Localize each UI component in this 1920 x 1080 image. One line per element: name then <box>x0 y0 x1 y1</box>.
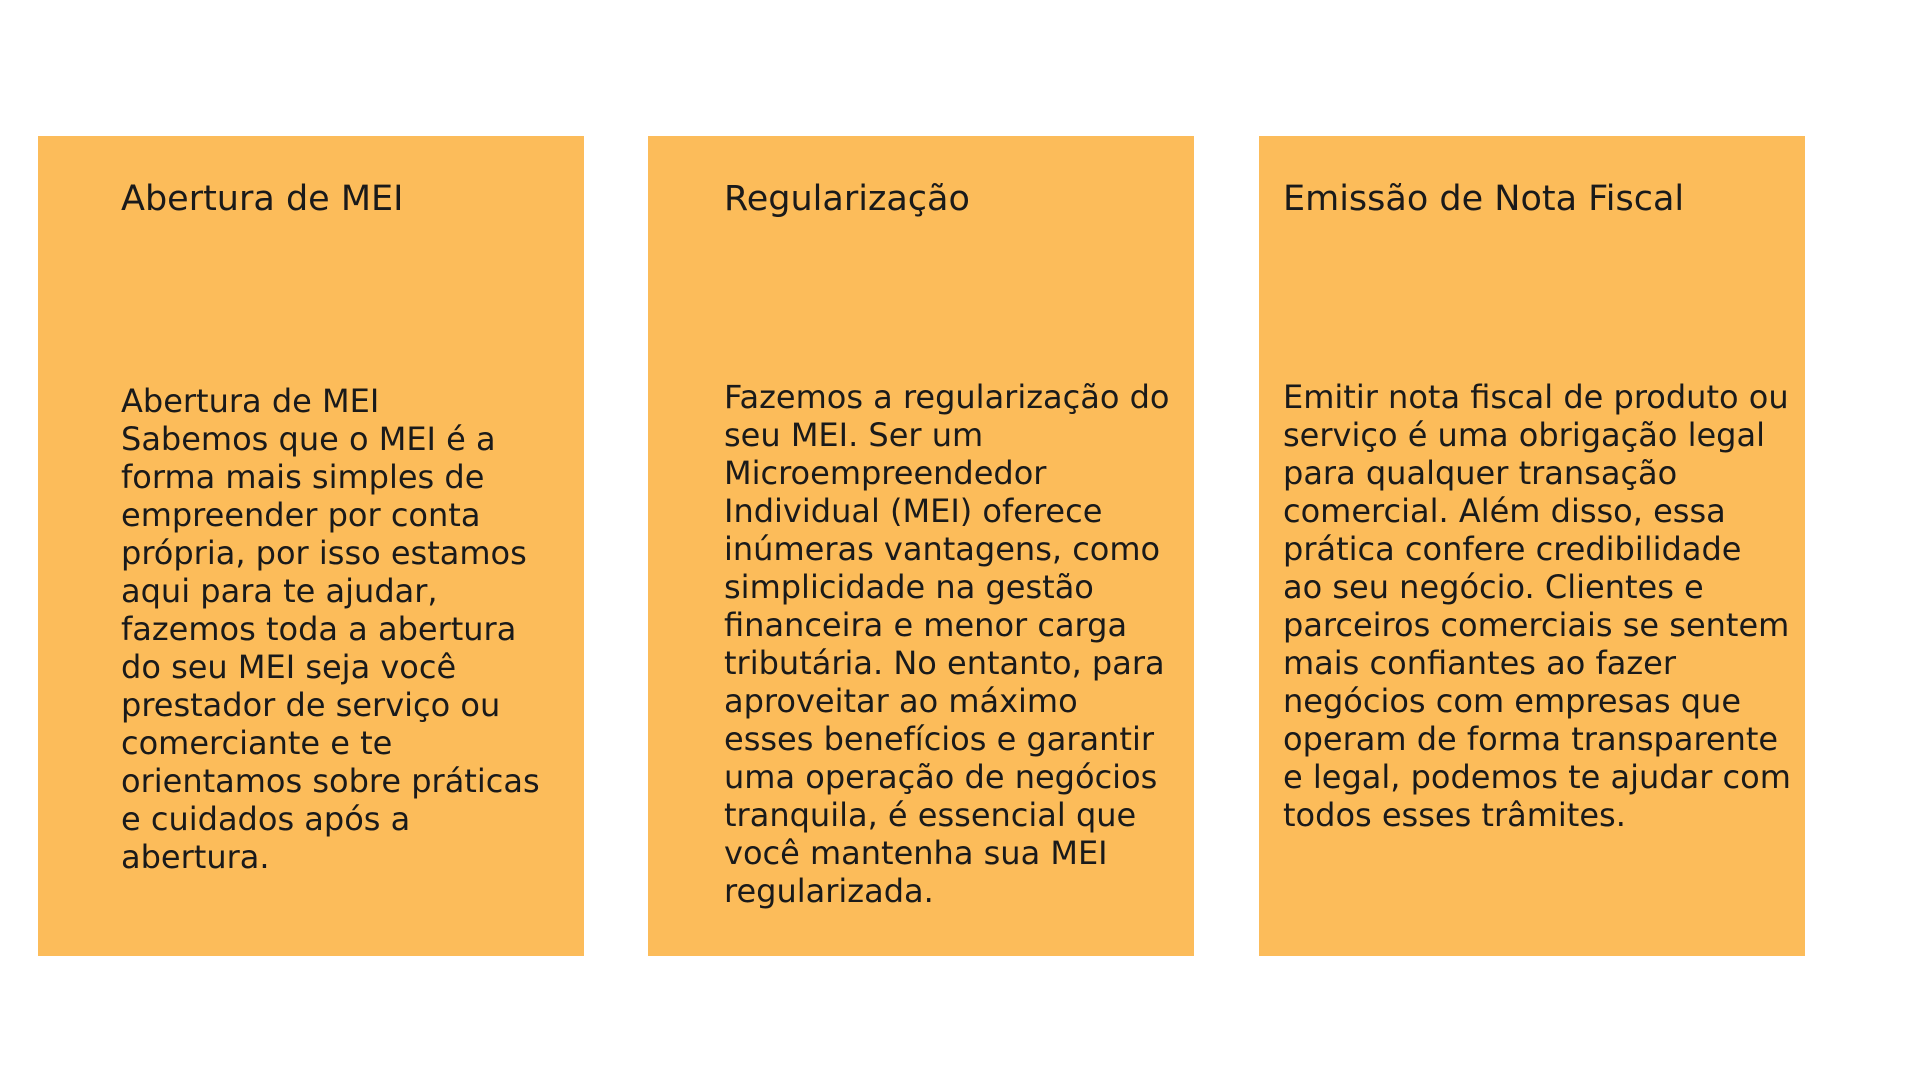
card-title: Emissão de Nota Fiscal <box>1283 179 1685 219</box>
card-description: Emitir nota fiscal de produto ou serviço é uma obrigação legal para qualquer transação comercial. Além disso, essa prática confere credibilidade ao seu negócio. Clientes e parceiros comerciais se sentem mais confiantes ao fazer negócios com empresas que operam de forma transparente e legal, podemos te ajudar com todos esses trâmites. <box>1283 378 1791 834</box>
service-card-nota-fiscal <box>1259 136 1805 956</box>
service-card-abertura-mei <box>38 136 584 956</box>
card-title: Abertura de MEI <box>121 179 404 219</box>
service-card-regularizacao <box>648 136 1194 956</box>
card-description: Fazemos a regularização do seu MEI. Ser um Microempreendedor Individual (MEI) oferece inúmeras vantagens, como simplicidade na gestão financeira e menor carga tributária. No entanto, para aproveitar ao máximo esses benefícios e garantir uma operação de negócios tranquila, é essencial que você mantenha sua MEI regularizada. <box>724 378 1170 910</box>
card-title: Regularização <box>724 179 970 219</box>
card-description: Abertura de MEI Sabemos que o MEI é a forma mais simples de empreender por conta própria, por isso estamos aqui para te ajudar, fazemos toda a abertura do seu MEI seja você prestador de serviço ou comerciante e te orientamos sobre práticas e cuidados após a abertura. <box>121 382 540 876</box>
